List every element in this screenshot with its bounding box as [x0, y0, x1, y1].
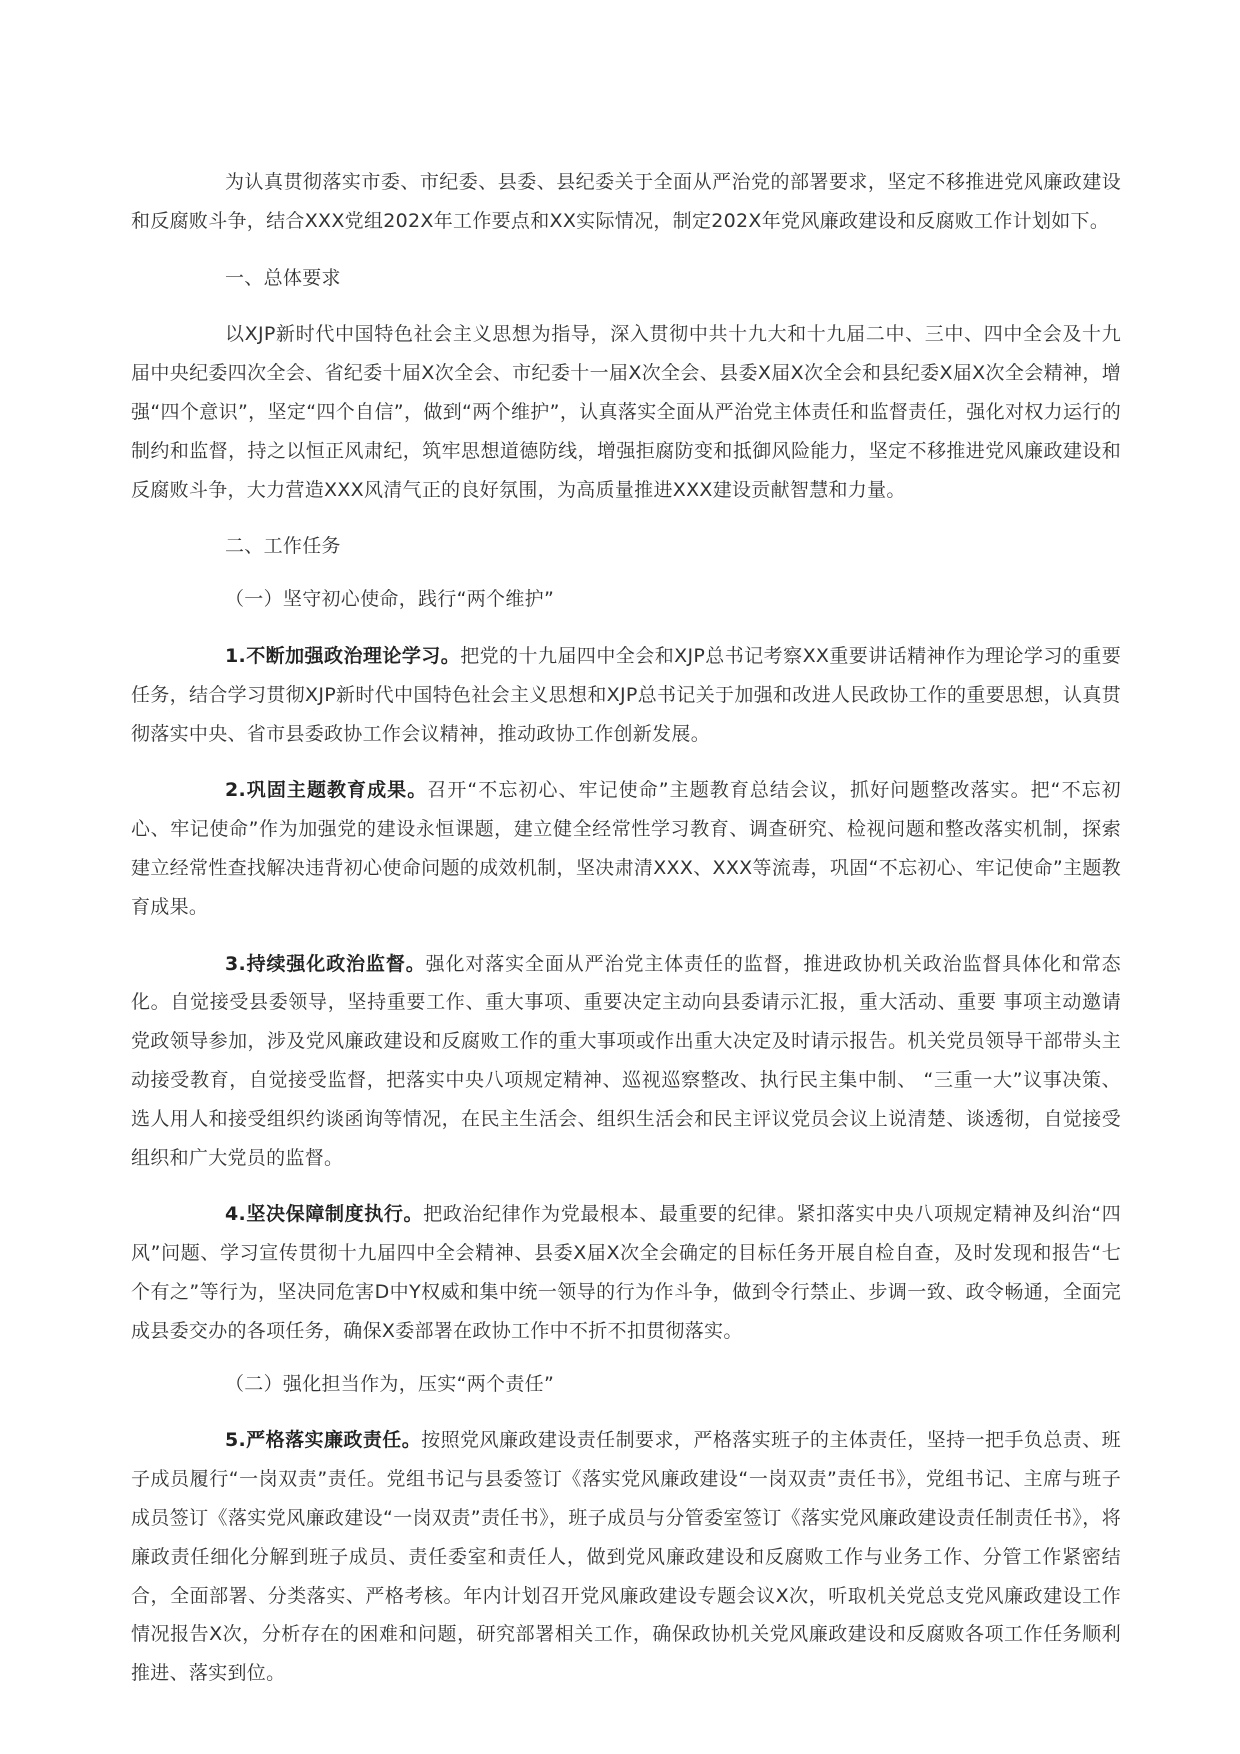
task-item-3-title: 3.持续强化政治监督。 — [225, 952, 426, 975]
task-item-5-title: 5.严格落实廉政责任。 — [225, 1429, 422, 1452]
subsection-heading-one: （一）坚守初心使命，践行“两个维护” — [225, 588, 555, 611]
task-item-3 — [131, 945, 1121, 1178]
section-heading-general-requirements: 一、总体要求 — [225, 266, 341, 289]
task-item-4-body: 把政治纪律作为党最根本、最重要的纪律。紧扣落实中央八项规定精神及纠治“四风”问题、学习宣传贯彻十九届四中全会精神、县委X届X次全会确定的目标任务开展自检自查，及时发现和报告“七个有之”等行为，坚决同危害D中Y权威和集中统一领导的行为作斗争，做到令行禁止、步调一致、政令畅通，全面完成县委交办的各项任务，确保X委部署在政协工作中不折不扣贯彻落实。 — [131, 1203, 1121, 1342]
task-item-4-title: 4.坚决保障制度执行。 — [225, 1203, 424, 1226]
task-item-5-body: 按照党风廉政建设责任制要求，严格落实班子的主体责任，坚持一把手负总责、班子成员履行“一岗双责”责任。党组书记与县委签订《落实党风廉政建设“一岗双责”责任书》，党组书记、主席与班子成员签订《落实党风廉政建设“一岗双责”责任书》，班子成员与分管委室签订《落实党风廉政建设责任制责任书》，将廉政责任细化分解到班子成员、责任委室和责任人，做到党风廉政建设和反腐败工作与业务工作、分管工作紧密结合，全面部署、分类落实、严格考核。年内计划召开党风廉政建设专题会议X次，听取机关党总支党风廉政建设工作情况报告X次，分析存在的困难和问题，研究部署相关工作，确保政协机关党风廉政建设和反腐败各项工作任务顺利推进、落实到位。 — [131, 1429, 1121, 1685]
subsection-heading-two: （二）强化担当作为，压实“两个责任” — [225, 1372, 555, 1395]
general-requirements-paragraph: 以XJP新时代中国特色社会主义思想为指导，深入贯彻中共十九大和十九届二中、三中、四中全会及十九届中央纪委四次全会、省纪委十届X次全会、市纪委十一届X次全会、县委X届X次全会和县纪委X届X次全会精神，增强“四个意识”，坚定“四个自信”，做到“两个维护”，认真落实全面从严治党主体责任和监督责任，强化对权力运行的制约和监督，持之以恒正风肃纪，筑牢思想道德防线，增强拒腐防变和抵御风险能力，坚定不移推进党风廉政建设和反腐败斗争，大力营造XXX风清气正的良好氛围，为高质量推进XXX建设贡献智慧和力量。 — [131, 323, 1121, 501]
task-item-3-body: 强化对落实全面从严治党主体责任的监督，推进政协机关政治监督具体化和常态化。自觉接受县委领导，坚持重要工作、重大事项、重要决定主动向县委请示汇报，重大活动、重要 事项主动邀请党政领导参加，涉及党风廉政建设和反腐败工作的重大事项或作出重大决定及时请示报告。机关党员领导干部带头主动接受教育，自觉接受监督，把落实中央八项规定精神、巡视巡察整改、执行民主集中制、 “三重一大”议事决策、选人用人和接受组织约谈函询等情况，在民主生活会、组织生活会和民主评议党员会议上说清楚、谈透彻，自觉接受组织和广大党员的监督。 — [131, 952, 1121, 1169]
task-item-1 — [131, 637, 1121, 753]
task-item-2-body: 召开“不忘初心、牢记使命”主题教育总结会议，抓好问题整改落实。把“不忘初心、牢记使命”作为加强党的建设永恒课题，建立健全经常性学习教育、调查研究、检视问题和整改落实机制，探索建立经常性查找解决违背初心使命问题的成效机制，坚决肃清XXX、XXX等流毒，巩固“不忘初心、牢记使命”主题教育成果。 — [131, 779, 1121, 918]
section-heading-work-tasks: 二、工作任务 — [225, 535, 341, 558]
task-item-2-title: 2.巩固主题教育成果。 — [225, 779, 428, 802]
task-item-1-body: 把党的十九届四中全会和XJP总书记考察XX重要讲话精神作为理论学习的重要任务，结合学习贯彻XJP新时代中国特色社会主义思想和XJP总书记关于加强和改进人民政协工作的重要思想，认真贯彻落实中央、省市县委政协工作会议精神，推动政协工作创新发展。 — [131, 644, 1121, 745]
task-item-5 — [131, 1421, 1121, 1693]
intro-paragraph: 为认真贯彻落实市委、市纪委、县委、县纪委关于全面从严治党的部署要求，坚定不移推进党风廉政建设和反腐败斗争，结合XXX党组202X年工作要点和XX实际情况，制定202X年党风廉政建设和反腐败工作计划如下。 — [131, 171, 1121, 232]
task-item-1-title: 1.不断加强政治理论学习。 — [225, 644, 461, 667]
task-item-2 — [131, 771, 1121, 926]
task-item-4 — [131, 1195, 1121, 1350]
